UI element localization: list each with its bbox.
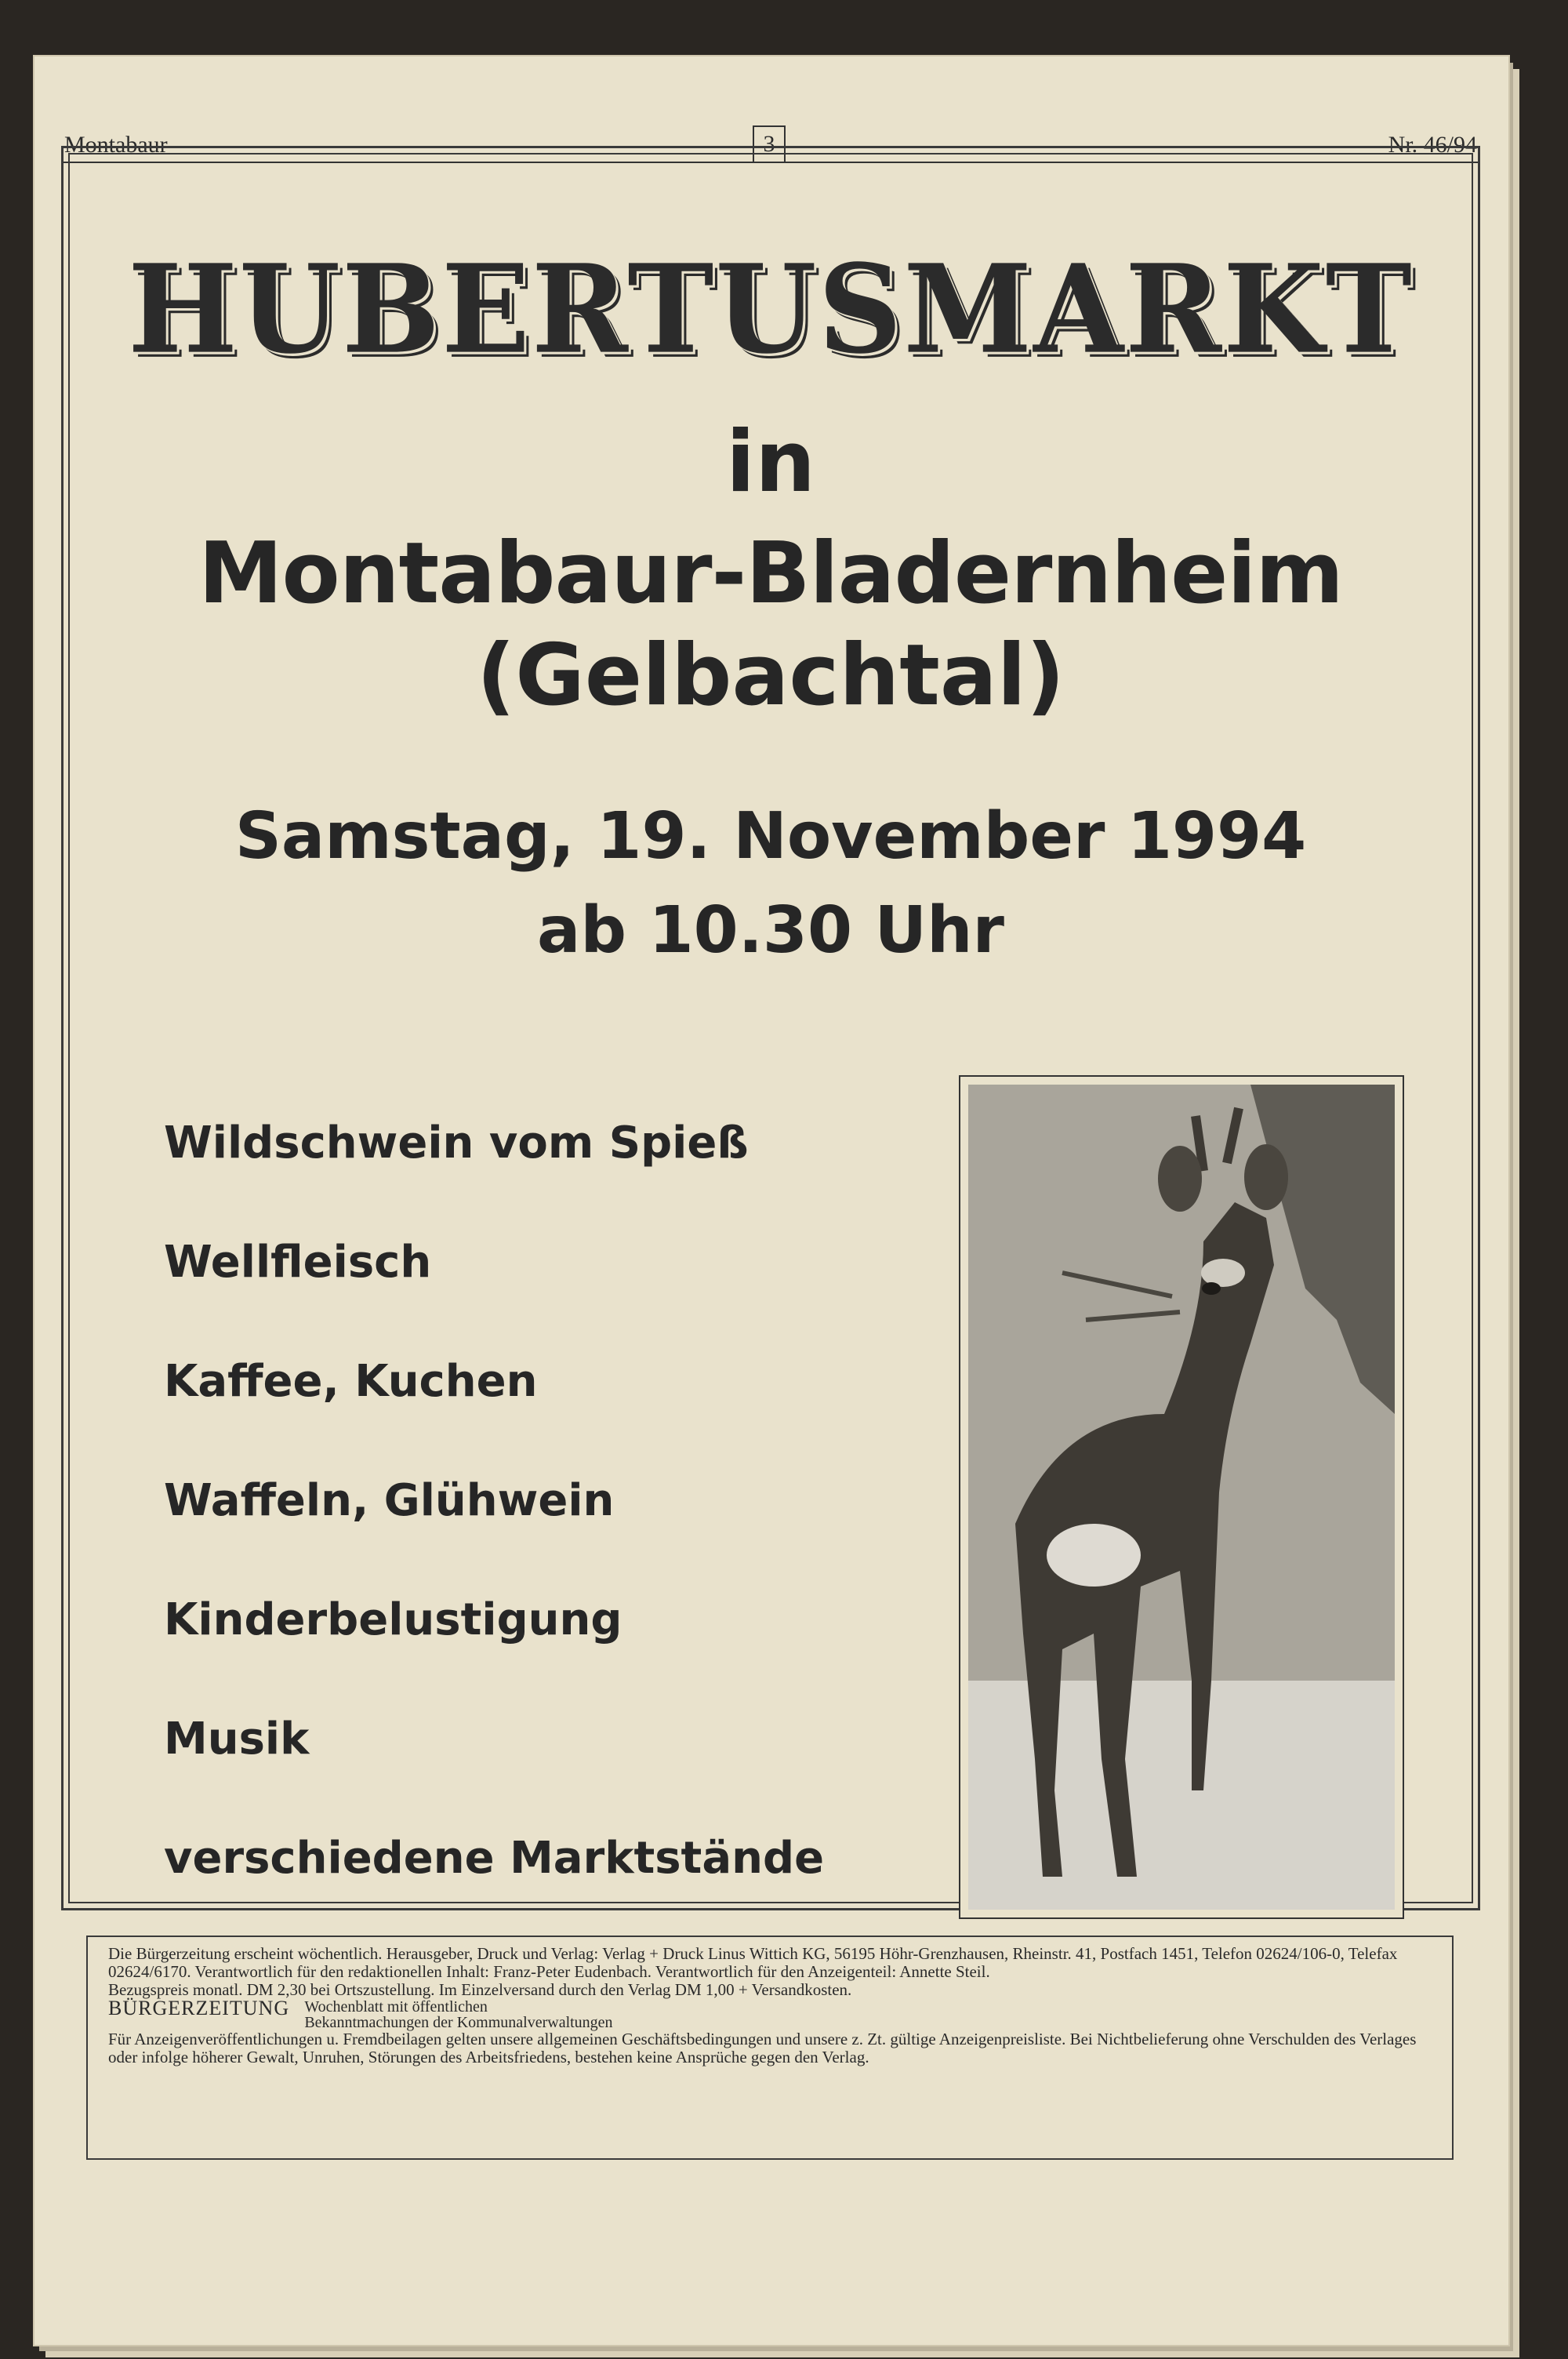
roe-deer-photo xyxy=(959,1075,1404,1919)
issue-number: Nr. 46/94 xyxy=(1388,132,1477,158)
roe-deer-illustration xyxy=(968,1085,1395,1910)
imprint-brand-sub1: Wochenblatt mit öffentlichen xyxy=(304,1998,488,2016)
running-head-town: Montabaur xyxy=(64,132,168,158)
publisher-imprint xyxy=(86,1936,1454,2160)
advertisement xyxy=(61,146,1480,1910)
ad-place: Montabaur-Bladernheim xyxy=(198,525,1343,623)
imprint-brand-subtitle xyxy=(304,1999,612,2030)
offer-item: Waffeln, Glühwein xyxy=(164,1475,615,1526)
offer-list xyxy=(164,1118,824,1952)
offer-item: Wellfleisch xyxy=(164,1237,432,1288)
ad-time: ab 10.30 Uhr xyxy=(537,893,1004,968)
offer-item: verschiedene Marktstände xyxy=(164,1833,825,1884)
ad-headline: HUBERTUSMARKT xyxy=(128,237,1414,381)
imprint-brand: BÜRGERZEITUNG xyxy=(108,1997,290,2019)
offer-item: Kaffee, Kuchen xyxy=(164,1356,538,1407)
ad-place-region: (Gelbachtal) xyxy=(476,627,1065,725)
imprint-publisher: Die Bürgerzeitung erscheint wöchentlich. Herausgeber, Druck und Verlag: Verlag + Druck Linus Wittich KG, 56195 Höhr-Grenzhausen, Rheinstr. 41, Postfach 1451, Telefon 02624/106-0, Telefax 02624/6170. Verantwortlich für den redaktionellen Inhalt: Franz-Peter Eudenbach. Verantwortlich für den Anzeigenteil: Annette Steil. xyxy=(108,1944,1398,1981)
page-number: 3 xyxy=(753,125,786,163)
offer-item: Wildschwein vom Spieß xyxy=(164,1118,749,1169)
ad-date: Samstag, 19. November 1994 xyxy=(234,799,1307,874)
ad-line-in: in xyxy=(726,413,815,511)
imprint-terms: Für Anzeigenveröffentlichungen u. Fremdbeilagen gelten unsere allgemeinen Geschäftsbedingungen und unsere z. Zt. gültige Anzeigenpreisliste. Bei Nichtbelieferung ohne Verschulden des Verlages oder infolge höherer Gewalt, Unruhen, Störungen des Arbeitsfriedens, bestehen keine Ansprüche gegen den Verlag. xyxy=(108,2030,1417,2066)
imprint-brand-sub2: Bekanntmachungen der Kommunalverwaltungen xyxy=(304,2014,613,2031)
imprint-pricing: Bezugspreis monatl. DM 2,30 bei Ortszustellung. Im Einzelversand durch den Verlag DM 1,00 + Versandkosten. xyxy=(108,1980,852,1999)
newspaper-page xyxy=(34,56,1508,2345)
imprint-brand-line xyxy=(108,1999,1432,2030)
offer-item: Kinderbelustigung xyxy=(164,1594,622,1645)
offer-item: Musik xyxy=(164,1714,310,1765)
